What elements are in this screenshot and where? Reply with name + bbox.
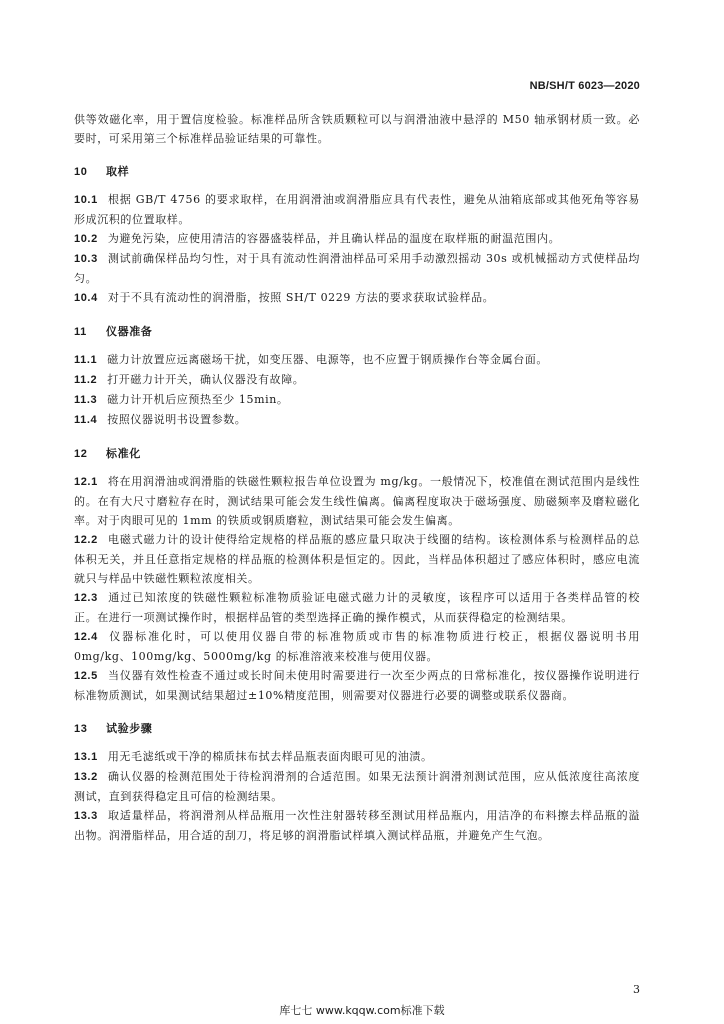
clause [74, 410, 640, 430]
clause [74, 666, 640, 705]
clause-number: 13.3 [74, 810, 98, 822]
clause-number: 10.3 [74, 253, 98, 265]
clause [74, 627, 640, 666]
section-number: 12 [74, 448, 88, 460]
clause [74, 370, 640, 390]
clause-number: 11.4 [74, 414, 98, 426]
clause-number: 12.5 [74, 670, 98, 682]
clause-text: 测试前确保样品均匀性，对于具有流动性润滑油样品可采用手动激烈摇动 30s 或机械摇动方式使样品均匀。 [74, 252, 640, 285]
section-number: 10 [74, 166, 88, 178]
document-body [74, 110, 640, 845]
clause-number: 12.3 [74, 592, 98, 604]
clause-text: 为避免污染，应使用清洁的容器盛装样品，并且确认样品的温度在取样瓶的耐温范围内。 [107, 232, 561, 245]
clause [74, 190, 640, 229]
clause-text: 确认仪器的检测范围处于待检润滑剂的合适范围。如果无法预计润滑剂测试范围，应从低浓度往高浓度测试，直到获得稳定且可信的检测结果。 [74, 770, 640, 803]
standard-id: NB/SH/T 6023—2020 [529, 80, 640, 92]
clause-text: 仪器标准化时，可以使用仪器自带的标准物质或市售的标准物质进行校正，根据仪器说明书用 0mg/kg、100mg/kg、5000mg/kg 的标准溶液来校准与使用仪器。 [74, 630, 640, 663]
clause [74, 249, 640, 288]
footer-watermark: 库七七 www.kqqw.com标准下载 [279, 1004, 445, 1017]
section-heading [74, 162, 640, 182]
clause-text: 电磁式磁力计的设计使得给定规格的样品瓶的感应量只取决于线圈的结构。该检测体系与检测样品的总体积无关，并且任意指定规格的样品瓶的检测体积是恒定的。因此，当样品体积超过了感应体积时，感应电流就只与样品中铁磁性颗粒浓度相关。 [74, 533, 640, 585]
section-title: 试验步骤 [106, 722, 153, 735]
clause-number: 12.1 [74, 476, 98, 488]
section-title: 取样 [106, 165, 130, 178]
clause-number: 10.1 [74, 194, 98, 206]
clause-text: 根据 GB/T 4756 的要求取样，在用润滑油或润滑脂应具有代表性，避免从油箱底部或其他死角等容易形成沉积的位置取样。 [74, 193, 640, 226]
clause-text: 通过已知浓度的铁磁性颗粒标准物质验证电磁式磁力计的灵敏度，该程序可以适用于各类样品管的校正。在进行一项测试操作时，根据样品管的类型选择正确的操作模式，从而获得稳定的检测结果。 [74, 591, 640, 624]
page-number: 3 [633, 983, 640, 996]
clause [74, 288, 640, 308]
clause-text: 打开磁力计开关，确认仪器没有故障。 [107, 373, 305, 386]
clause [74, 350, 640, 370]
section-heading [74, 719, 640, 739]
clause [74, 229, 640, 249]
clause-text: 用无毛滤纸或干净的棉质抹布拭去样品瓶表面肉眼可见的油渍。 [107, 750, 433, 763]
section-title: 标准化 [106, 447, 141, 460]
clause [74, 747, 640, 767]
clause-text: 按照仪器说明书设置参数。 [107, 413, 247, 426]
clause [74, 472, 640, 530]
clause-number: 11.2 [74, 374, 98, 386]
clause-text: 对于不具有流动性的润滑脂，按照 SH/T 0229 方法的要求获取试验样品。 [107, 291, 495, 304]
clause-number: 11.3 [74, 394, 98, 406]
clause-text: 磁力计放置应远离磁场干扰，如变压器、电源等，也不应置于钢质操作台等金属台面。 [107, 353, 548, 366]
clause-number: 13.1 [74, 751, 98, 763]
clause-text: 取适量样品，将润滑剂从样品瓶用一次性注射器转移至测试用样品瓶内，用洁净的布料擦去样品瓶的溢出物。润滑脂样品，用合适的刮刀，将足够的润滑脂试样填入测试样品瓶，并避免产生气泡。 [74, 809, 640, 842]
clause-number: 13.2 [74, 771, 98, 783]
sections-container [74, 162, 640, 845]
clause-text: 当仪器有效性检查不通过或长时间未使用时需要进行一次至少两点的日常标准化，按仪器操作说明进行标准物质测试，如果测试结果超过±10%精度范围，则需要对仪器进行必要的调整或联系仪器商。 [74, 669, 640, 702]
clause [74, 767, 640, 806]
section-title: 仪器准备 [106, 325, 153, 338]
clause-number: 12.2 [74, 534, 98, 546]
clause [74, 588, 640, 627]
clause [74, 530, 640, 588]
clause-text: 将在用润滑油或润滑脂的铁磁性颗粒报告单位设置为 mg/kg。一般情况下，校准值在测试范围内是线性的。在有大尺寸磨粒存在时，测试结果可能会发生线性偏离。偏离程度取决于磁场强度、励磁频率及磨粒磁化率。对于肉眼可见的 1mm 的铁质或钢质磨粒，测试结果可能会发生偏离。 [74, 475, 640, 527]
section-number: 13 [74, 723, 88, 735]
clause-text: 磁力计开机后应预热至少 15min。 [107, 393, 289, 406]
section-number: 11 [74, 326, 87, 338]
clause-number: 11.1 [74, 354, 98, 366]
clause [74, 806, 640, 845]
clause-number: 12.4 [74, 631, 98, 643]
clause-number: 10.2 [74, 233, 98, 245]
clause [74, 390, 640, 410]
intro-paragraph: 供等效磁化率，用于置信度检验。标准样品所含铁质颗粒可以与润滑油液中悬浮的 M50 轴承钢材质一致。必要时，可采用第三个标准样品验证结果的可靠性。 [74, 113, 640, 145]
clause-number: 10.4 [74, 292, 98, 304]
section-heading [74, 322, 640, 342]
section-heading [74, 444, 640, 464]
